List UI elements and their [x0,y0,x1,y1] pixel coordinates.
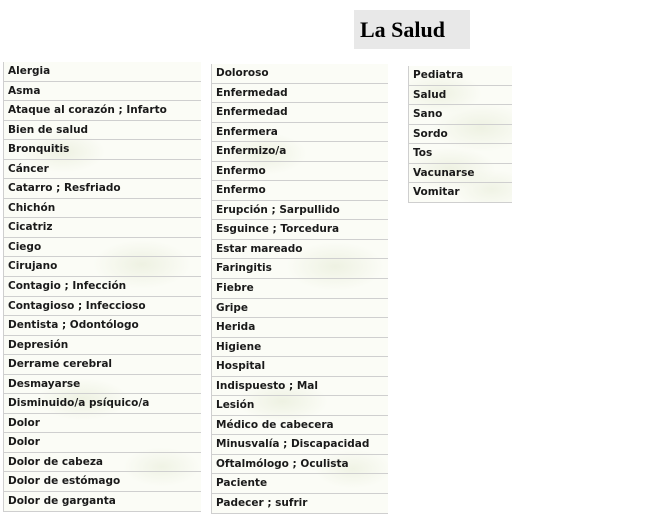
vocabulary-item: Sano [409,105,512,125]
vocabulary-item: Derrame cerebral [4,355,201,375]
vocabulary-item: Enfermedad [212,103,388,123]
vocabulary-item: Ataque al corazón ; Infarto [4,101,201,121]
vocabulary-item: Depresión [4,336,201,356]
vocabulary-item: Enfermo [212,162,388,182]
vocabulary-item: Enfermizo/a [212,142,388,162]
vocabulary-item: Lesión [212,396,388,416]
page-title-box [354,10,470,49]
vocabulary-item: Dolor de garganta [4,492,201,512]
vocabulary-item: Erupción ; Sarpullido [212,201,388,221]
vocabulary-item: Doloroso [212,64,388,84]
vocabulary-item: Cicatriz [4,218,201,238]
vocabulary-item: Dolor [4,433,201,453]
vocabulary-item: Esguince ; Torcedura [212,220,388,240]
vocabulary-item: Pediatra [409,66,512,86]
vocabulary-item: Minusvalía ; Discapacidad [212,435,388,455]
vocabulary-item: Padecer ; sufrir [212,494,388,514]
page-title: La Salud [360,16,445,42]
vocabulary-item: Paciente [212,474,388,494]
vocabulary-item: Desmayarse [4,375,201,395]
vocabulary-item: Tos [409,144,512,164]
vocabulary-item: Cirujano [4,257,201,277]
vocabulary-item: Bronquitis [4,140,201,160]
vocabulary-item: Ciego [4,238,201,258]
vocabulary-column-1 [3,62,201,512]
vocabulary-item: Salud [409,86,512,106]
vocabulary-item: Vomitar [409,183,512,203]
vocabulary-item: Dolor de estómago [4,472,201,492]
vocabulary-item: Enfermera [212,123,388,143]
vocabulary-item: Enfermo [212,181,388,201]
vocabulary-item: Fiebre [212,279,388,299]
vocabulary-item: Indispuesto ; Mal [212,377,388,397]
vocabulary-item: Vacunarse [409,164,512,184]
vocabulary-item: Alergia [4,62,201,82]
vocabulary-item: Sordo [409,125,512,145]
vocabulary-item: Cáncer [4,160,201,180]
vocabulary-item: Enfermedad [212,84,388,104]
vocabulary-item: Herida [212,318,388,338]
vocabulary-item: Dolor de cabeza [4,453,201,473]
vocabulary-column-2 [211,64,388,514]
vocabulary-item: Gripe [212,299,388,319]
vocabulary-item: Asma [4,82,201,102]
vocabulary-item: Chichón [4,199,201,219]
vocabulary-item: Higiene [212,338,388,358]
vocabulary-column-3 [408,66,512,203]
vocabulary-item: Dolor [4,414,201,434]
vocabulary-item: Faringitis [212,259,388,279]
vocabulary-item: Estar mareado [212,240,388,260]
vocabulary-item: Médico de cabecera [212,416,388,436]
vocabulary-item: Dentista ; Odontólogo [4,316,201,336]
vocabulary-item: Oftalmólogo ; Oculista [212,455,388,475]
vocabulary-item: Contagioso ; Infeccioso [4,297,201,317]
vocabulary-item: Bien de salud [4,121,201,141]
vocabulary-item: Contagio ; Infección [4,277,201,297]
vocabulary-item: Disminuido/a psíquico/a [4,394,201,414]
vocabulary-item: Hospital [212,357,388,377]
vocabulary-item: Catarro ; Resfriado [4,179,201,199]
